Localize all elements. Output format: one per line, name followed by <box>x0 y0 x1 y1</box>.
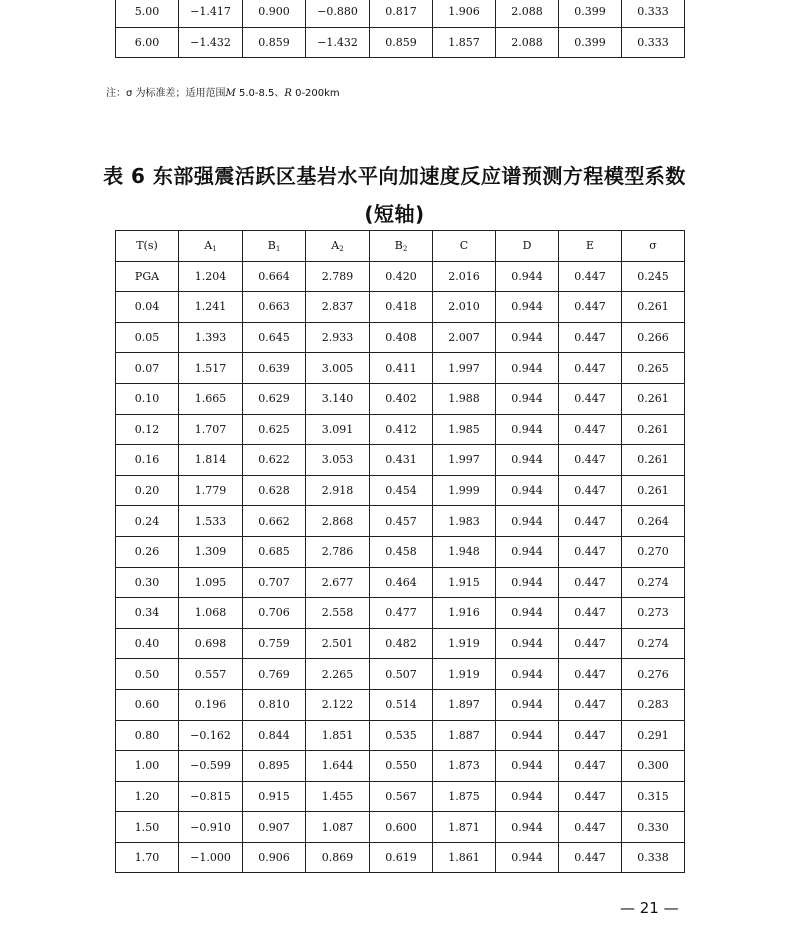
column-header <box>243 231 306 262</box>
table-cell: 0.944 <box>496 812 559 843</box>
table-cell: 0.900 <box>243 0 306 27</box>
column-header-subscript: 2 <box>339 244 344 253</box>
column-header-label: A <box>331 238 340 252</box>
table-cell: 0.291 <box>622 720 685 751</box>
table-cell: 0.20 <box>116 475 179 506</box>
table-cell: 1.983 <box>433 506 496 537</box>
table-cell: 0.274 <box>622 567 685 598</box>
table-row <box>116 0 685 27</box>
table-cell: 0.817 <box>370 0 433 27</box>
table-cell: 0.300 <box>622 751 685 782</box>
table-cell: 0.619 <box>370 842 433 873</box>
table-row <box>116 353 685 384</box>
table-cell: 1.068 <box>179 598 243 629</box>
table-cell: 0.34 <box>116 598 179 629</box>
table-cell: 0.645 <box>243 322 306 353</box>
table-cell: 1.919 <box>433 659 496 690</box>
table-cell: 0.273 <box>622 598 685 629</box>
table-cell: 0.944 <box>496 536 559 567</box>
column-header <box>116 231 179 262</box>
column-header-label: C <box>459 239 469 253</box>
table-cell: 0.16 <box>116 445 179 476</box>
table-row <box>116 322 685 353</box>
column-header-label: B <box>394 238 403 252</box>
table-row <box>116 383 685 414</box>
table-cell: 0.600 <box>370 812 433 843</box>
table-cell: 0.698 <box>179 628 243 659</box>
table-cell: 1.095 <box>179 567 243 598</box>
table-cell: 5.00 <box>116 0 179 27</box>
table-cell: 0.567 <box>370 781 433 812</box>
table-cell: 2.868 <box>306 506 370 537</box>
table-cell: 0.895 <box>243 751 306 782</box>
table-cell: 0.12 <box>116 414 179 445</box>
table-cell: 0.447 <box>559 781 622 812</box>
table-cell: 0.869 <box>306 842 370 873</box>
continued-coefficient-table <box>115 0 685 58</box>
page-number: — 21 — <box>620 899 679 917</box>
table-cell: 1.241 <box>179 292 243 323</box>
table-cell: 1.906 <box>433 0 496 27</box>
table-cell: −1.432 <box>179 27 243 58</box>
table-cell: 0.196 <box>179 689 243 720</box>
column-header <box>306 231 370 262</box>
table-cell: 0.261 <box>622 475 685 506</box>
table-cell: 1.533 <box>179 506 243 537</box>
table-cell: 1.707 <box>179 414 243 445</box>
table-cell: 3.005 <box>306 353 370 384</box>
table-cell: 0.944 <box>496 842 559 873</box>
table-cell: 0.40 <box>116 628 179 659</box>
table-row <box>116 628 685 659</box>
table-cell: 0.944 <box>496 659 559 690</box>
table-cell: 0.245 <box>622 261 685 292</box>
table-cell: 1.204 <box>179 261 243 292</box>
table-cell: 0.270 <box>622 536 685 567</box>
table-cell: 1.887 <box>433 720 496 751</box>
column-header-subscript: 1 <box>275 244 281 253</box>
table-cell: 0.454 <box>370 475 433 506</box>
table-cell: 1.814 <box>179 445 243 476</box>
table-cell: 0.333 <box>622 27 685 58</box>
table-cell: 2.088 <box>496 27 559 58</box>
table-cell: 0.261 <box>622 292 685 323</box>
table-cell: 0.759 <box>243 628 306 659</box>
table-cell: 0.399 <box>559 0 622 27</box>
table-cell: −0.910 <box>179 812 243 843</box>
table-cell: 0.906 <box>243 842 306 873</box>
table-cell: 0.706 <box>243 598 306 629</box>
table-cell: 0.447 <box>559 414 622 445</box>
table-cell: 0.844 <box>243 720 306 751</box>
table-cell: −0.815 <box>179 781 243 812</box>
table-cell: 0.447 <box>559 383 622 414</box>
table-cell: 0.24 <box>116 506 179 537</box>
table-cell: 1.871 <box>433 812 496 843</box>
table-row <box>116 445 685 476</box>
table-cell: 0.662 <box>243 506 306 537</box>
table-cell: 1.779 <box>179 475 243 506</box>
table-cell: 0.447 <box>559 445 622 476</box>
table-cell: 0.264 <box>622 506 685 537</box>
table-cell: 1.873 <box>433 751 496 782</box>
table-row <box>116 812 685 843</box>
table-cell: 0.447 <box>559 812 622 843</box>
table-cell: 1.916 <box>433 598 496 629</box>
table-cell: −0.162 <box>179 720 243 751</box>
table-cell: 2.010 <box>433 292 496 323</box>
table-cell: 0.411 <box>370 353 433 384</box>
table-cell: 0.447 <box>559 598 622 629</box>
table-cell: 1.644 <box>306 751 370 782</box>
note-r-symbol: R <box>284 88 292 99</box>
table-cell: 0.907 <box>243 812 306 843</box>
table-cell: 0.447 <box>559 720 622 751</box>
table-cell: PGA <box>116 261 179 292</box>
table-row <box>116 567 685 598</box>
table-cell: 1.919 <box>433 628 496 659</box>
table-cell: 0.944 <box>496 445 559 476</box>
table-cell: 0.447 <box>559 842 622 873</box>
table-cell: 1.875 <box>433 781 496 812</box>
table-cell: 0.50 <box>116 659 179 690</box>
table-cell: 1.20 <box>116 781 179 812</box>
table-subtitle: (短轴) <box>364 202 425 226</box>
column-header-label: B <box>267 238 276 252</box>
table-cell: 0.482 <box>370 628 433 659</box>
table-cell: 0.447 <box>559 292 622 323</box>
table-cell: 0.07 <box>116 353 179 384</box>
table-cell: 1.861 <box>433 842 496 873</box>
table-cell: 1.70 <box>116 842 179 873</box>
table-cell: 1.851 <box>306 720 370 751</box>
table-cell: 0.447 <box>559 567 622 598</box>
table-cell: 2.088 <box>496 0 559 27</box>
table-cell: 2.016 <box>433 261 496 292</box>
table-cell: 0.622 <box>243 445 306 476</box>
column-header-subscript: 1 <box>212 244 217 253</box>
table-cell: 2.837 <box>306 292 370 323</box>
table-cell: 0.810 <box>243 689 306 720</box>
table-cell: 0.276 <box>622 659 685 690</box>
table-cell: 0.399 <box>559 27 622 58</box>
table-cell: 1.087 <box>306 812 370 843</box>
table-cell: 0.420 <box>370 261 433 292</box>
table-cell: 0.447 <box>559 353 622 384</box>
column-header-subscript: 2 <box>402 244 408 253</box>
table-row <box>116 292 685 323</box>
table-cell: 1.665 <box>179 383 243 414</box>
table-cell: 0.944 <box>496 261 559 292</box>
table-cell: 0.769 <box>243 659 306 690</box>
table-cell: 0.338 <box>622 842 685 873</box>
column-header <box>433 231 496 262</box>
table-cell: 0.458 <box>370 536 433 567</box>
table-cell: 1.517 <box>179 353 243 384</box>
note-m-symbol: M <box>225 88 236 99</box>
table-cell: 0.514 <box>370 689 433 720</box>
table-cell: 0.26 <box>116 536 179 567</box>
table-row <box>116 689 685 720</box>
table-cell: 0.447 <box>559 628 622 659</box>
table-cell: 1.455 <box>306 781 370 812</box>
table-cell: 0.944 <box>496 322 559 353</box>
table-cell: 0.557 <box>179 659 243 690</box>
table-cell: 0.944 <box>496 506 559 537</box>
table-title: 表 6 东部强震活跃区基岩水平向加速度反应谱预测方程模型系数 <box>103 164 686 188</box>
table-cell: 0.944 <box>496 353 559 384</box>
table-cell: 0.408 <box>370 322 433 353</box>
table-cell: 0.477 <box>370 598 433 629</box>
column-header <box>559 231 622 262</box>
table-cell: 0.418 <box>370 292 433 323</box>
table-cell: 0.447 <box>559 659 622 690</box>
table-cell: 0.685 <box>243 536 306 567</box>
table-cell: 2.007 <box>433 322 496 353</box>
table-cell: 1.897 <box>433 689 496 720</box>
table-row <box>116 414 685 445</box>
column-header-label: D <box>522 239 532 253</box>
table-cell: 2.501 <box>306 628 370 659</box>
table-cell: 2.558 <box>306 598 370 629</box>
table-cell: 1.948 <box>433 536 496 567</box>
table-cell: 0.944 <box>496 781 559 812</box>
table-cell: 0.330 <box>622 812 685 843</box>
table-cell: 0.859 <box>370 27 433 58</box>
table-cell: 0.944 <box>496 475 559 506</box>
column-header <box>179 231 243 262</box>
table-cell: 0.944 <box>496 720 559 751</box>
table-cell: 0.04 <box>116 292 179 323</box>
table-cell: 2.786 <box>306 536 370 567</box>
table-row <box>116 720 685 751</box>
column-header-label: E <box>585 239 595 253</box>
table-cell: −1.000 <box>179 842 243 873</box>
column-header <box>496 231 559 262</box>
table-cell: 0.944 <box>496 628 559 659</box>
table-cell: 0.265 <box>622 353 685 384</box>
table-cell: −1.432 <box>306 27 370 58</box>
table-row <box>116 475 685 506</box>
table-cell: 0.80 <box>116 720 179 751</box>
table-row <box>116 751 685 782</box>
table-cell: 0.266 <box>622 322 685 353</box>
table-cell: 0.315 <box>622 781 685 812</box>
table-cell: 2.677 <box>306 567 370 598</box>
column-header-label: A <box>204 238 213 252</box>
table-cell: 0.283 <box>622 689 685 720</box>
table-cell: 0.402 <box>370 383 433 414</box>
table-cell: 1.393 <box>179 322 243 353</box>
table-cell: −0.599 <box>179 751 243 782</box>
table-cell: 0.664 <box>243 261 306 292</box>
coefficient-table <box>115 230 685 873</box>
column-header <box>370 231 433 262</box>
table-cell: 1.309 <box>179 536 243 567</box>
table-cell: 0.274 <box>622 628 685 659</box>
table-note <box>106 84 340 99</box>
column-header <box>622 231 685 262</box>
table-cell: 1.915 <box>433 567 496 598</box>
table-cell: 0.431 <box>370 445 433 476</box>
table-cell: 1.857 <box>433 27 496 58</box>
table-cell: 0.447 <box>559 261 622 292</box>
table-row <box>116 781 685 812</box>
table-cell: 0.663 <box>243 292 306 323</box>
table-cell: 0.261 <box>622 414 685 445</box>
table-cell: 0.447 <box>559 689 622 720</box>
table-cell: 6.00 <box>116 27 179 58</box>
table-cell: 0.535 <box>370 720 433 751</box>
table-cell: 0.507 <box>370 659 433 690</box>
table-cell: 0.412 <box>370 414 433 445</box>
table-row <box>116 659 685 690</box>
table-cell: 0.457 <box>370 506 433 537</box>
table-row <box>116 261 685 292</box>
table-cell: −1.417 <box>179 0 243 27</box>
column-header-label: T(s) <box>136 239 158 253</box>
note-prefix: 注：σ 为标准差；适用范围 <box>106 88 226 99</box>
table-cell: 1.00 <box>116 751 179 782</box>
table-cell: 0.944 <box>496 689 559 720</box>
table-cell: 3.140 <box>306 383 370 414</box>
table-cell: 0.05 <box>116 322 179 353</box>
table-cell: 0.944 <box>496 383 559 414</box>
table-cell: 0.60 <box>116 689 179 720</box>
table-cell: 0.10 <box>116 383 179 414</box>
table-cell: 0.707 <box>243 567 306 598</box>
table-cell: 0.625 <box>243 414 306 445</box>
table-cell: 2.933 <box>306 322 370 353</box>
table-cell: 1.985 <box>433 414 496 445</box>
table-cell: 0.944 <box>496 751 559 782</box>
table-cell: 0.261 <box>622 383 685 414</box>
table-cell: 0.550 <box>370 751 433 782</box>
table-row <box>116 842 685 873</box>
table-cell: 0.628 <box>243 475 306 506</box>
table-cell: 0.915 <box>243 781 306 812</box>
table-cell: 1.50 <box>116 812 179 843</box>
table-cell: 0.944 <box>496 414 559 445</box>
table-cell: 0.639 <box>243 353 306 384</box>
table-cell: 0.447 <box>559 536 622 567</box>
table-cell: 0.447 <box>559 322 622 353</box>
table-row <box>116 506 685 537</box>
table-cell: 2.265 <box>306 659 370 690</box>
table-cell: −0.880 <box>306 0 370 27</box>
table-cell: 2.789 <box>306 261 370 292</box>
note-r-range: 0-200km <box>291 88 340 99</box>
table-cell: 2.918 <box>306 475 370 506</box>
table-header-row <box>116 231 685 262</box>
column-header-label: σ <box>649 239 657 253</box>
table-cell: 1.988 <box>433 383 496 414</box>
table-row <box>116 27 685 58</box>
table-cell: 2.122 <box>306 689 370 720</box>
table-cell: 1.999 <box>433 475 496 506</box>
table-row <box>116 536 685 567</box>
table-cell: 0.944 <box>496 598 559 629</box>
table-cell: 0.261 <box>622 445 685 476</box>
table-cell: 0.464 <box>370 567 433 598</box>
note-m-range: 5.0-8.5、 <box>235 88 285 99</box>
table-cell: 0.447 <box>559 475 622 506</box>
table-cell: 3.053 <box>306 445 370 476</box>
table-cell: 0.944 <box>496 292 559 323</box>
table-cell: 1.997 <box>433 445 496 476</box>
table-cell: 0.30 <box>116 567 179 598</box>
table-cell: 0.944 <box>496 567 559 598</box>
table-cell: 0.859 <box>243 27 306 58</box>
table-cell: 0.447 <box>559 506 622 537</box>
table-row <box>116 598 685 629</box>
table-cell: 0.629 <box>243 383 306 414</box>
table-cell: 1.997 <box>433 353 496 384</box>
table-cell: 0.333 <box>622 0 685 27</box>
table-cell: 0.447 <box>559 751 622 782</box>
table-cell: 3.091 <box>306 414 370 445</box>
